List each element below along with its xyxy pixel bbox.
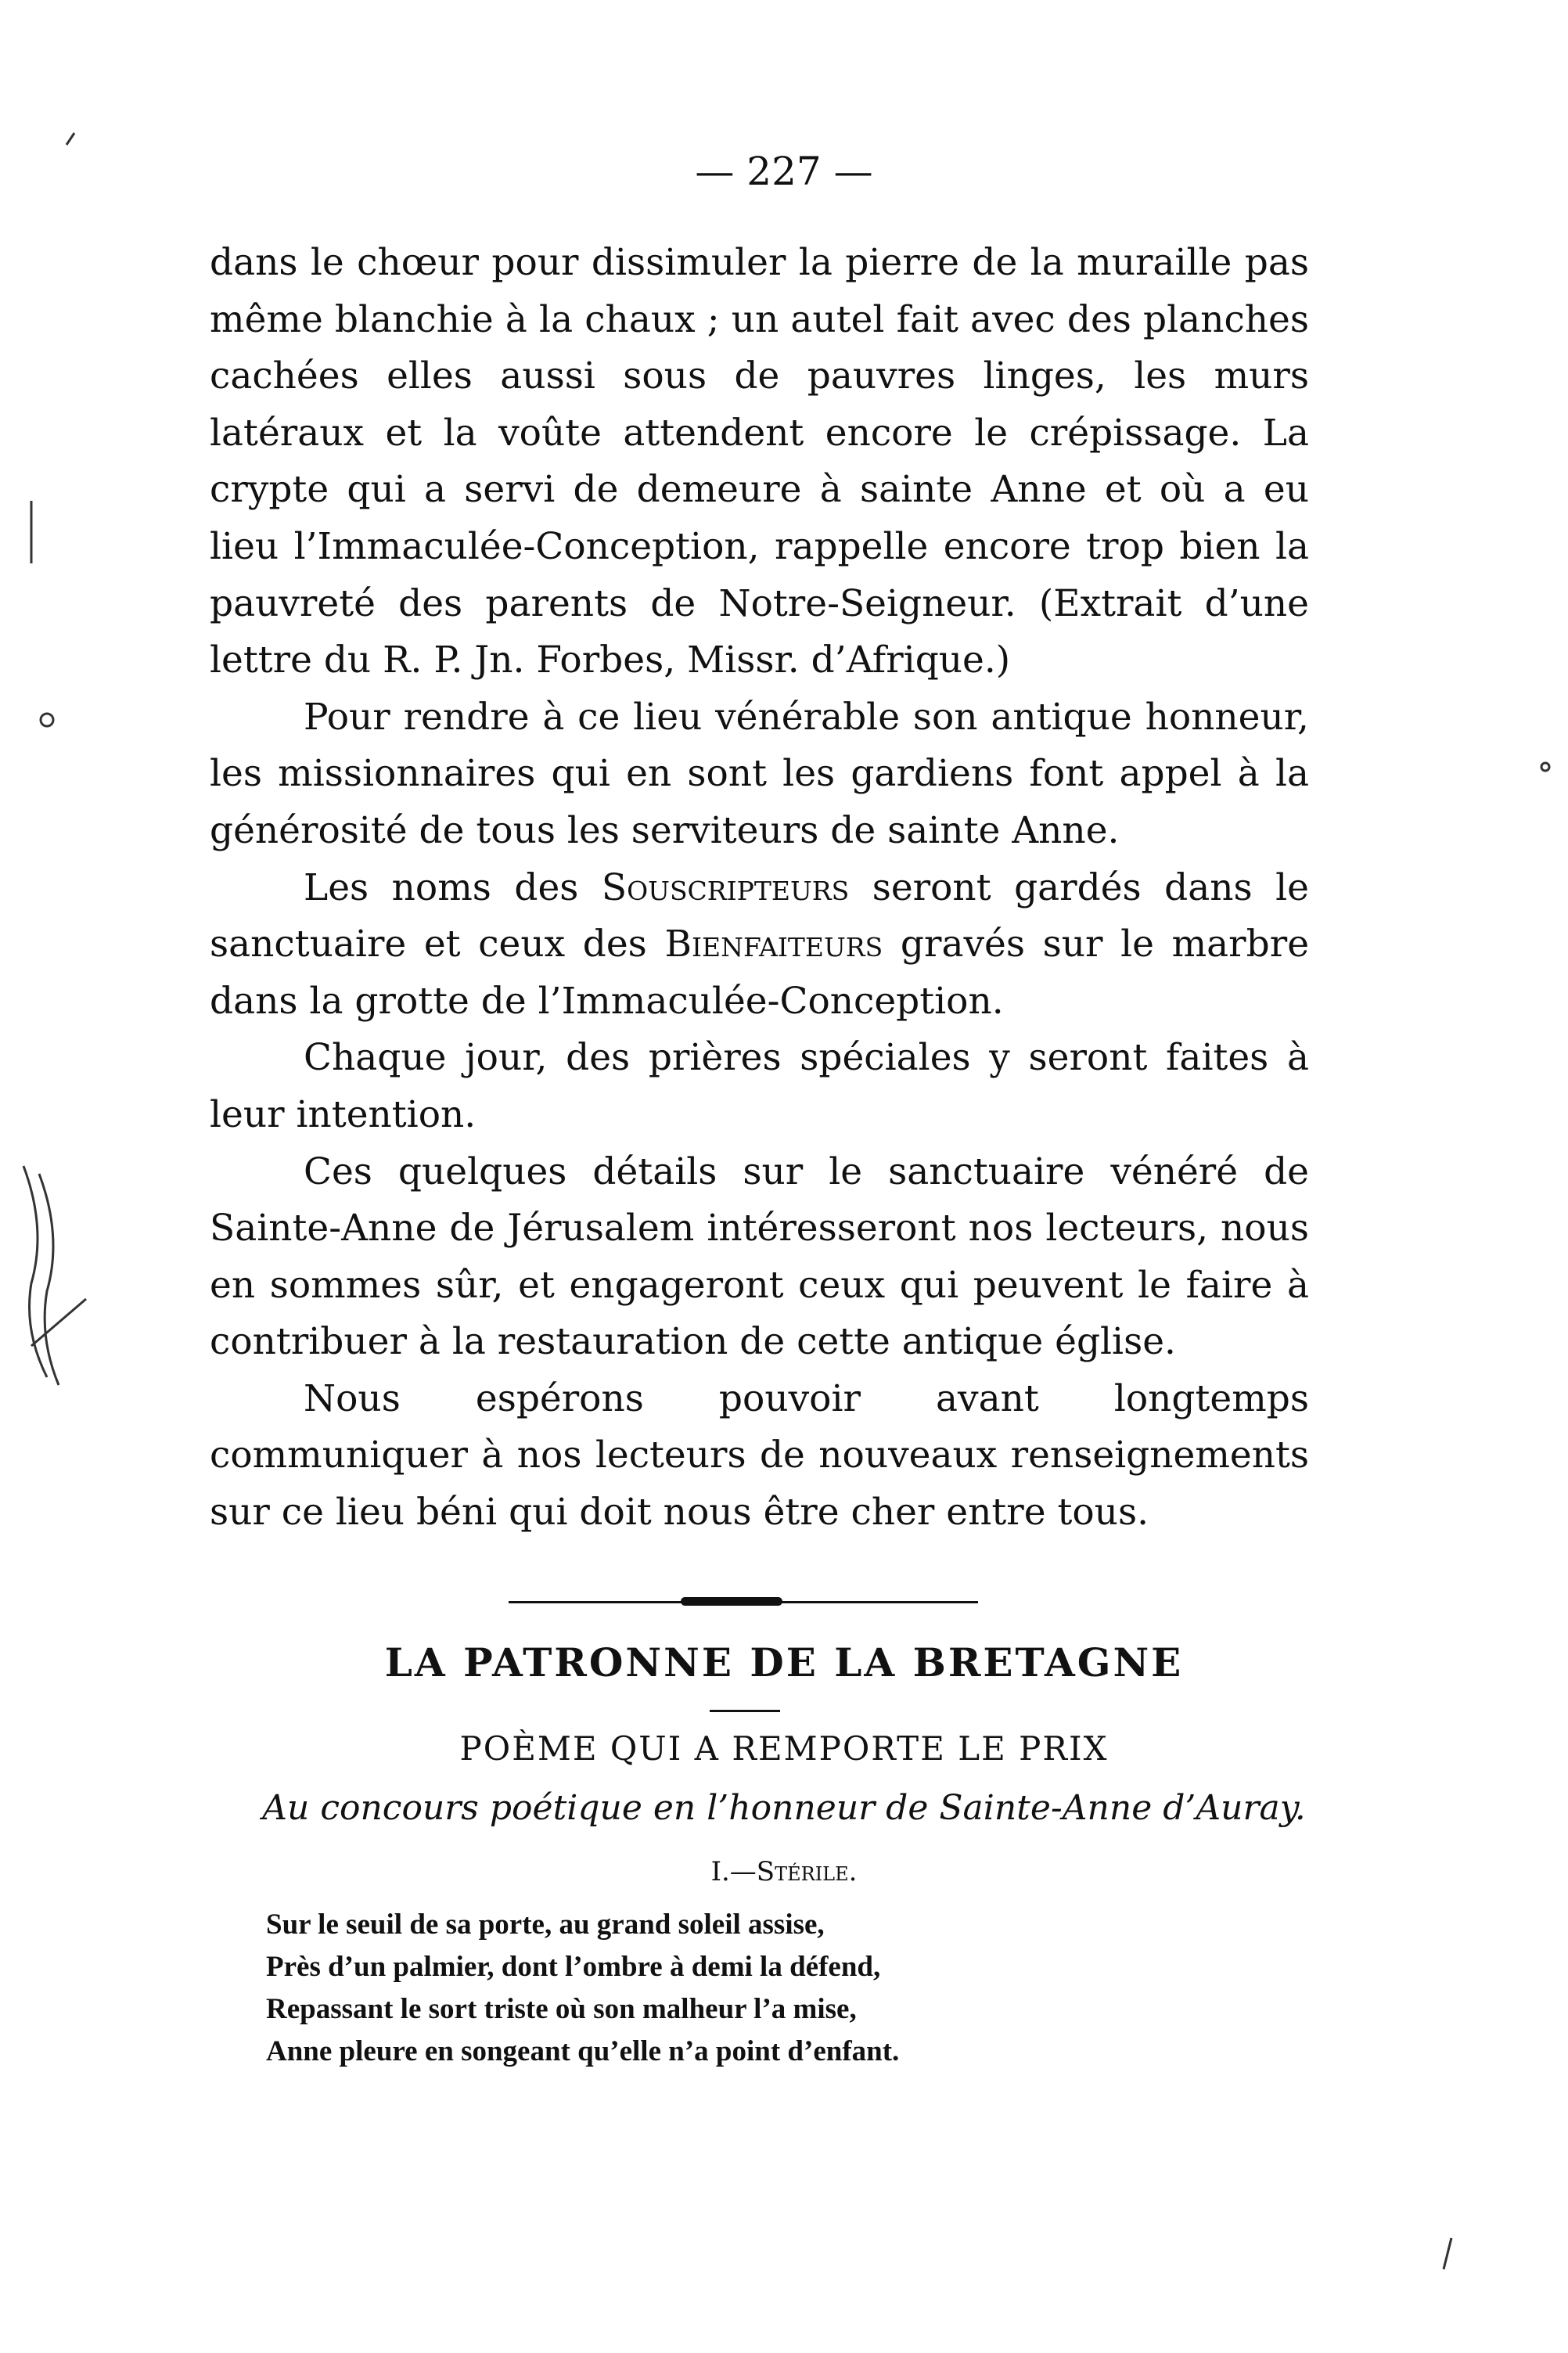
section-title: LA PATRONNE DE LA BRETAGNE — [384, 1639, 1184, 1686]
paragraph: Chaque jour, des prières spéciales y seront faites à leur intention. — [210, 1036, 1309, 1136]
souscripteurs-term: Souscripteurs — [601, 865, 850, 909]
paragraph: dans le chœur pour dissimuler la pierre de la muraille pas même blanchie à la chaux ; un autel fait avec des planches cachées elles aussi sous de pauvres linges, les murs latéraux et la voûte attendent encore le crépissage. La crypte qui a servi de demeure à sainte Anne et où a eu lieu l’Immaculée-Conception, rappelle encore trop bien la pauvreté des parents de Notre-Seigneur. (Extrait d’une lettre du R. P. Jn. Forbes, Missr. d’Afrique.) — [210, 241, 1309, 682]
paragraph-text: seront gardés dans le sanctuaire et ceux des — [210, 865, 1309, 966]
poem-line: Près d’un palmier, dont l’ombre à demi la défend, — [266, 1951, 881, 1983]
bienfaiteurs-term: Bienfaiteurs — [664, 923, 883, 966]
paragraph-text: gravés sur le marbre dans la grotte de l’Immaculée-Conception. — [210, 923, 1310, 1023]
paragraph: Pour rendre à ce lieu vénérable son antique honneur, les missionnaires qui en sont les gardiens font appel à la générosité de tous les serviteurs de sainte Anne. — [210, 695, 1309, 852]
paragraph: Nous espérons pouvoir avant longtemps communiquer à nos lecteurs de nouveaux renseignements sur ce lieu béni qui doit nous être cher entre tous. — [210, 1376, 1309, 1534]
page-number: — 227 — — [695, 149, 873, 194]
poem-line: Repassant le sort triste où son malheur l’a mise, — [266, 1993, 857, 2025]
section-subtitle: POÈME QUI A REMPORTE LE PRIX — [459, 1729, 1109, 1768]
poem-line: Sur le seuil de sa porte, au grand soleil assise, — [266, 1909, 825, 1941]
paragraph: Ces quelques détails sur le sanctuaire vénéré de Sainte-Anne de Jérusalem intéresseront nos lecteurs, nous en sommes sûr, et engageront ceux qui peuvent le faire à contribuer à la restauration de cette antique église. — [210, 1150, 1309, 1364]
paragraph-text: Les noms des — [304, 865, 602, 909]
section-subtitle-italic: Au concours poétique en l’honneur de Sainte-Anne d’Auray. — [262, 1788, 1306, 1828]
poem-part-heading: I.—Stérile. — [710, 1856, 858, 1887]
poem-line: Anne pleure en songeant qu’elle n’a point d’enfant. — [266, 2035, 900, 2067]
